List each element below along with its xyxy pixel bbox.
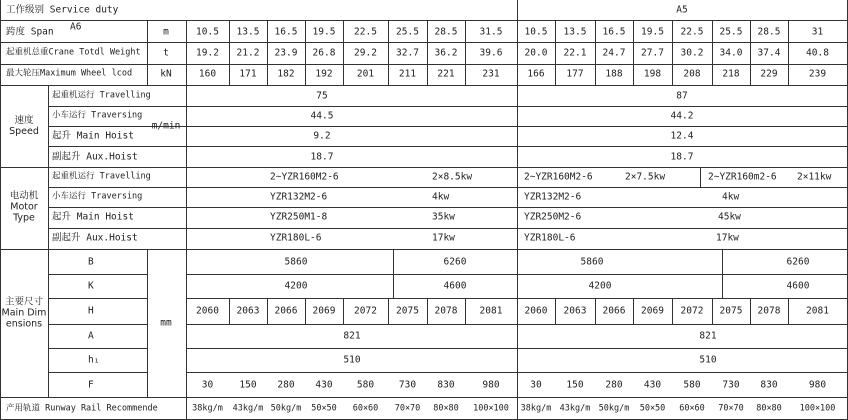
span-value: 10.5: [524, 26, 548, 38]
rail-value: 50×50: [311, 403, 337, 414]
motor-aux-hoist-label: 副起升 Aux.Hoist: [52, 232, 138, 244]
motor-main-hoist-label: 起升 Main Hoist: [52, 211, 134, 223]
rail-value: 60×60: [679, 403, 705, 414]
dim-a-a6: 821: [343, 330, 361, 342]
service-duty-label: 工作级别 Service duty: [6, 4, 119, 16]
rail-value: 43kg/m: [559, 403, 591, 414]
wheel-load-value: 171: [239, 68, 257, 80]
rail-value: 38kg/m: [520, 403, 552, 414]
dim-h-value: 2078: [757, 305, 781, 317]
span-label: 跨度 Span: [6, 26, 54, 38]
wheel-load-value: 239: [808, 68, 827, 80]
span-value: 16.5: [274, 26, 298, 38]
runway-rail-label: 产用轨道 Runway Rail Recommende: [6, 403, 158, 414]
dim-f-value: 730: [722, 379, 740, 391]
dim-h-value: 2081: [479, 305, 503, 317]
dim-b-a5-long: 6260: [786, 256, 810, 268]
dim-h-label: H: [88, 305, 94, 317]
dim-h-value: 2069: [641, 305, 664, 317]
span-value: 31.5: [479, 26, 503, 38]
dim-b-a6-long: 6260: [443, 256, 467, 268]
motor-travelling-label: 起重机运行 Travelling: [52, 171, 151, 182]
rail-value: 100×100: [473, 403, 509, 414]
dim-f-label: F: [88, 379, 94, 391]
wheel-load-value: 188: [605, 68, 623, 80]
motor-traversing-label: 小车运行 Traversing: [52, 191, 143, 202]
span-value: 28.5: [757, 26, 781, 38]
a5-group-label: A5: [676, 4, 688, 16]
dim-f-value: 280: [277, 379, 295, 391]
speed-travelling-label: 起重机运行 Travelling: [52, 90, 151, 101]
dim-h1-a5: 510: [699, 354, 717, 366]
wheel-load-value: 208: [683, 68, 701, 80]
motor-aux-hoist-a5-model: YZR180L-6: [524, 232, 576, 244]
wheel-load-value: 201: [356, 68, 375, 80]
motor-travelling-a5b-power: 2×11kw: [797, 171, 832, 183]
wheel-load-value: 218: [722, 68, 740, 80]
dim-a-label: A: [88, 330, 94, 342]
dim-h-value: 2081: [806, 305, 829, 317]
weight-value: 26.8: [312, 47, 336, 59]
dim-b-a5-short: 5860: [580, 256, 604, 268]
dim-h1-a6: 510: [343, 354, 361, 366]
dim-h-value: 2078: [434, 305, 458, 317]
motor-main-hoist-a6-power: 35kw: [432, 211, 455, 223]
dim-b-a6-short: 5860: [284, 256, 308, 268]
span-value: 16.5: [602, 26, 626, 38]
motor-travelling-a5b-model: 2~YZR160m2-6: [708, 171, 777, 183]
dim-f-value: 30: [530, 379, 542, 391]
motor-travelling-a5a-model: 2~YZR160M2-6: [524, 171, 593, 183]
span-value: 10.5: [196, 26, 219, 38]
dims-group-label: 主要尺寸 Main Dim ensions: [1, 296, 47, 330]
dim-f-value: 430: [643, 379, 662, 391]
dim-f-value: 830: [760, 379, 778, 391]
weight-value: 37.4: [757, 47, 781, 59]
speed-main-hoist-label: 起升 Main Hoist: [52, 130, 134, 142]
weight-value: 23.9: [274, 47, 298, 59]
speed-traversing-label: 小车运行 Traversing: [52, 110, 143, 121]
weight-value: 29.2: [354, 47, 377, 59]
span-value: 28.5: [434, 26, 458, 38]
wheel-load-value: 166: [527, 68, 545, 80]
rail-value: 80×80: [433, 403, 459, 414]
dim-f-value: 150: [239, 379, 257, 391]
wheel-load-value: 160: [198, 68, 217, 80]
wheel-load-value: 198: [643, 68, 662, 80]
dim-f-value: 430: [315, 379, 333, 391]
motor-aux-hoist-a5-power: 17kw: [716, 232, 739, 244]
unit-m-min: m/min: [151, 120, 181, 132]
span-value: 13.5: [236, 26, 260, 38]
motor-main-hoist-a6-model: YZR250M1-8: [270, 211, 328, 223]
wheel-load-value: 229: [760, 68, 778, 80]
speed-main-hoist-a5: 12.4: [670, 130, 694, 142]
motor-main-hoist-a5-power: 45kw: [718, 211, 741, 223]
speed-travelling-a5: 87: [676, 90, 688, 102]
span-value: 22.5: [354, 26, 377, 38]
weight-value: 27.7: [641, 47, 664, 59]
dim-k-a5-short: 4200: [588, 280, 612, 292]
dim-f-value: 980: [808, 379, 827, 391]
dim-b-label: B: [88, 256, 94, 268]
weight-value: 21.2: [236, 47, 260, 59]
wheel-load-value: 231: [482, 68, 500, 80]
speed-group-label: 速度 Speed: [9, 115, 39, 137]
max-wheel-load-label: 最大轮压Maximum Wheel lcod: [6, 68, 133, 79]
speed-aux-hoist-a5: 18.7: [670, 151, 694, 163]
unit-t: t: [163, 47, 169, 59]
motor-traversing-a6-power: 4kw: [432, 191, 450, 203]
dim-f-value: 580: [356, 379, 375, 391]
rail-value: 70×70: [718, 403, 744, 414]
rail-value: 50kg/m: [270, 403, 302, 414]
motor-traversing-a5-power: 4kw: [722, 191, 740, 203]
weight-value: 19.2: [196, 47, 219, 59]
dim-h-value: 2066: [602, 305, 626, 317]
dim-h-value: 2072: [354, 305, 377, 317]
weight-value: 24.7: [602, 47, 626, 59]
rail-value: 43kg/m: [232, 403, 264, 414]
dim-k-a6-long: 4600: [443, 280, 467, 292]
rail-value: 60×60: [352, 403, 379, 414]
motor-aux-hoist-a6-model: YZR180L-6: [270, 232, 322, 244]
dim-h-value: 2060: [524, 305, 548, 317]
crane-weight-label: 起重机总重Crane Totdl Weight: [6, 47, 141, 58]
weight-value: 32.7: [396, 47, 419, 59]
speed-main-hoist-a6: 9.2: [313, 130, 331, 142]
rail-value: 38kg/m: [192, 403, 223, 414]
dim-h-value: 2069: [312, 305, 336, 317]
speed-traversing-a5: 44.2: [670, 110, 694, 122]
dim-h-value: 2063: [563, 305, 587, 317]
speed-traversing-a6: 44.5: [310, 110, 334, 122]
span-value: 19.5: [641, 26, 664, 38]
dim-h-value: 2075: [719, 305, 743, 317]
dim-h1-label: h₁: [88, 354, 100, 366]
dim-f-value: 580: [683, 379, 701, 391]
motor-travelling-a5a-power: 2×7.5kw: [625, 171, 666, 183]
rail-value: 50×50: [639, 403, 666, 414]
span-value: 22.5: [680, 26, 704, 38]
motor-aux-hoist-a6-power: 17kw: [432, 232, 455, 244]
dim-k-label: K: [88, 280, 94, 292]
a6-group-label: A6: [70, 21, 82, 33]
dim-h-value: 2072: [680, 305, 704, 317]
motor-main-hoist-a5-model: YZR250M2-6: [524, 211, 582, 223]
rail-value: 50kg/m: [598, 403, 630, 414]
weight-value: 34.0: [719, 47, 743, 59]
weight-value: 30.2: [680, 47, 704, 59]
span-value: 31: [811, 26, 824, 38]
weight-value: 36.2: [434, 47, 458, 59]
dim-f-value: 280: [605, 379, 623, 391]
wheel-load-value: 177: [566, 68, 584, 80]
rail-value: 100×100: [799, 403, 836, 414]
dim-f-value: 150: [566, 379, 584, 391]
dim-h-value: 2075: [396, 305, 419, 317]
dim-h-value: 2060: [196, 305, 219, 317]
speed-aux-hoist-a6: 18.7: [310, 151, 334, 163]
dim-h-value: 2066: [274, 305, 298, 317]
dim-f-value: 980: [482, 379, 500, 391]
wheel-load-value: 192: [315, 68, 333, 80]
motor-traversing-a6-model: YZR132M2-6: [270, 191, 328, 203]
rail-value: 70×70: [394, 403, 421, 414]
dim-f-value: 830: [437, 379, 455, 391]
span-value: 19.5: [312, 26, 336, 38]
wheel-load-value: 221: [437, 68, 455, 80]
span-value: 25.5: [396, 26, 419, 38]
motor-travelling-a6-model: 2~YZR160M2-6: [270, 171, 339, 183]
weight-value: 40.8: [806, 47, 829, 59]
wheel-load-value: 211: [398, 68, 417, 80]
dim-h-value: 2063: [236, 305, 260, 317]
rail-value: 80×80: [756, 403, 782, 414]
dim-a-a5: 821: [699, 330, 717, 342]
motor-traversing-a5-model: YZR132M2-6: [524, 191, 582, 203]
speed-aux-hoist-label: 副起升 Aux.Hoist: [52, 151, 138, 163]
motor-group-label: 电动机 Motor Type: [9, 190, 39, 224]
weight-value: 22.1: [563, 47, 587, 59]
wheel-load-value: 182: [277, 68, 295, 80]
unit-mm: mm: [160, 317, 172, 329]
dim-f-value: 730: [398, 379, 417, 391]
unit-kn: kN: [160, 68, 172, 80]
speed-travelling-a6: 75: [316, 90, 328, 102]
dim-f-value: 30: [201, 379, 214, 391]
motor-travelling-a6-power: 2×8.5kw: [432, 171, 473, 183]
span-value: 13.5: [563, 26, 587, 38]
span-value: 25.5: [719, 26, 743, 38]
unit-m: m: [163, 26, 169, 38]
dim-k-a6-short: 4200: [284, 280, 308, 292]
weight-value: 20.0: [524, 47, 548, 59]
dim-k-a5-long: 4600: [786, 280, 810, 292]
weight-value: 39.6: [479, 47, 503, 59]
